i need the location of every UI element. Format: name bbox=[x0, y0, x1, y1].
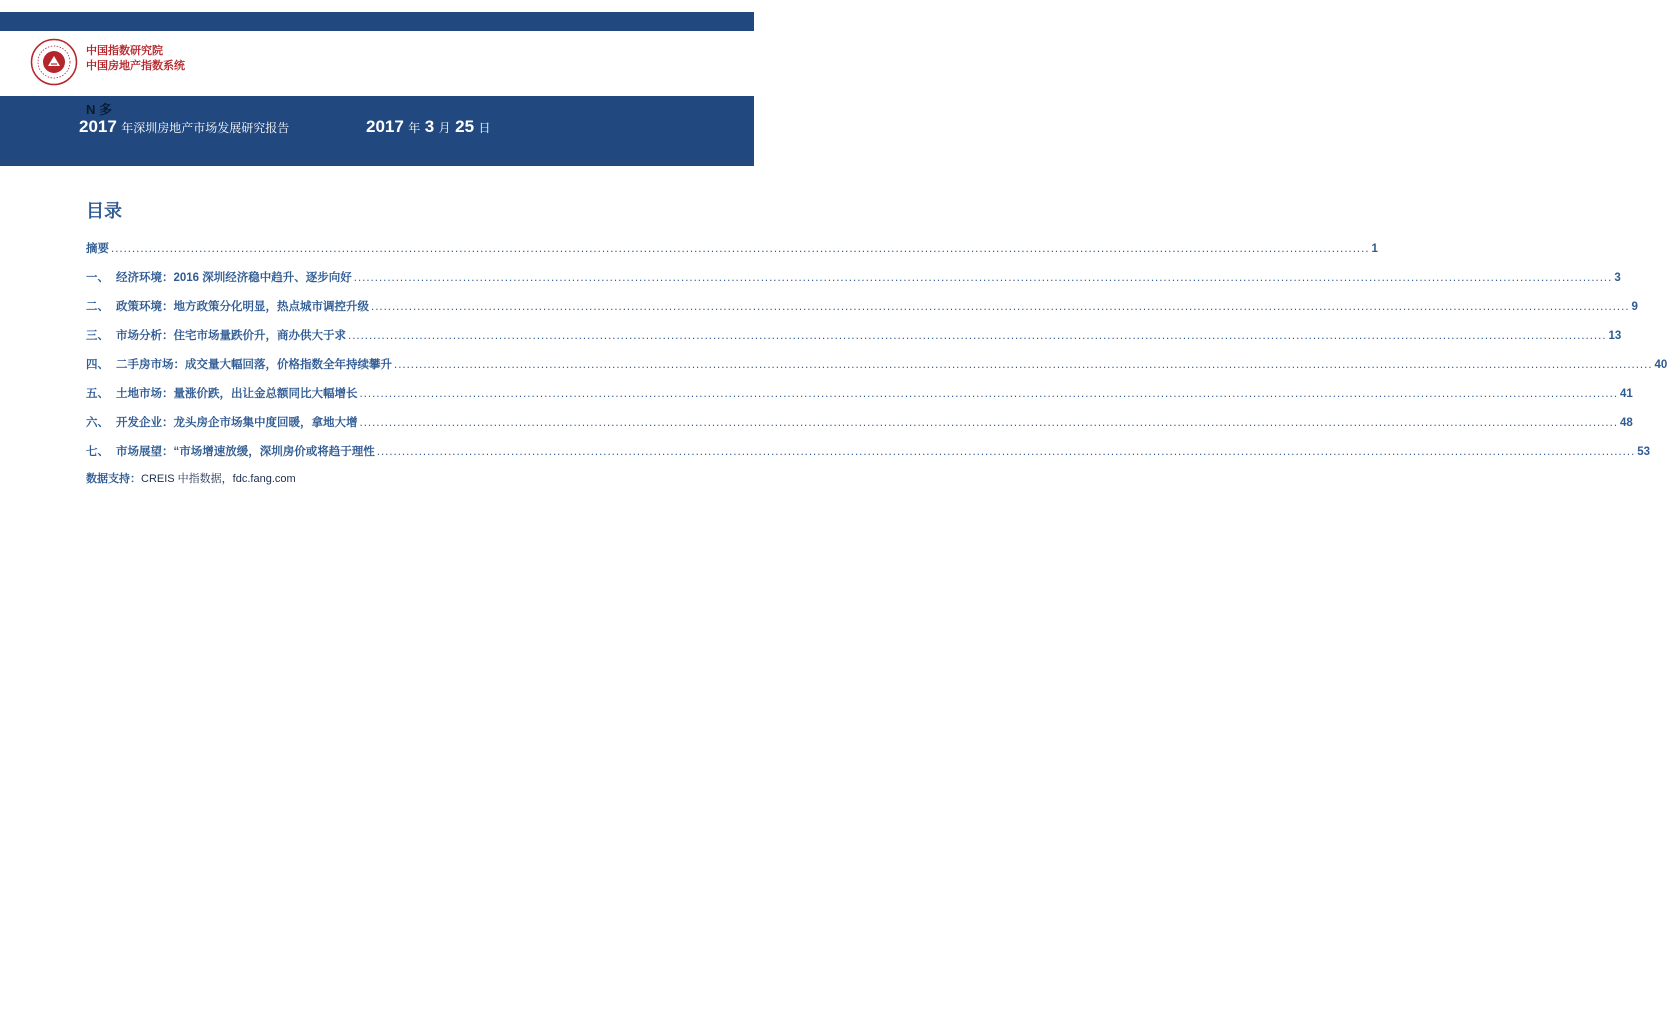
toc-entry-page: 13 bbox=[1608, 330, 1622, 342]
toc-entry-number: 一、 bbox=[86, 272, 109, 284]
toc-entry-1[interactable] bbox=[86, 269, 1621, 298]
toc-entry-4[interactable] bbox=[86, 356, 1667, 385]
report-date-month-unit: 月 bbox=[438, 121, 451, 135]
report-date-day-unit: 日 bbox=[478, 121, 491, 135]
toc-leader-dots: ............................................................................................................................................................................................................................................................................................................ bbox=[359, 388, 1619, 400]
toc-entry-number: 三、 bbox=[86, 330, 109, 342]
toc-entry-page: 41 bbox=[1620, 388, 1633, 400]
toc-entry-6[interactable] bbox=[86, 414, 1633, 443]
toc-entry-summary[interactable] bbox=[86, 240, 1378, 269]
report-date-year-unit: 年 bbox=[408, 121, 421, 135]
toc-entry-text: 市场分析：住宅市场量跌价升，商办供大于求 bbox=[116, 330, 346, 342]
toc-entry-number: 二、 bbox=[86, 301, 109, 313]
org-name-secondary: 中国房地产指数系统 bbox=[86, 60, 185, 72]
toc-entry-number: 五、 bbox=[86, 388, 109, 400]
toc-entry-number: 七、 bbox=[86, 446, 109, 458]
toc-heading: 目录 bbox=[86, 201, 122, 221]
toc-entry-page: 9 bbox=[1631, 301, 1638, 313]
toc-entry-7[interactable] bbox=[86, 443, 1651, 472]
band-small-label: N 多 bbox=[86, 102, 113, 117]
toc-entry-text: 摘要 bbox=[86, 243, 109, 255]
toc-entry-page: 48 bbox=[1620, 417, 1633, 429]
toc-entry-5[interactable] bbox=[86, 385, 1633, 414]
toc-entry-3[interactable] bbox=[86, 327, 1622, 356]
toc-entry-page: 1 bbox=[1371, 243, 1378, 255]
toc-leader-dots: ............................................................................................................................................................................................................................................................................................................ bbox=[348, 330, 1607, 342]
report-date bbox=[366, 117, 491, 137]
table-of-contents bbox=[86, 240, 1667, 472]
toc-entry-number: 四、 bbox=[86, 359, 109, 371]
toc-entry-text: 二手房市场：成交量大幅回落，价格指数全年持续攀升 bbox=[116, 359, 392, 371]
toc-entry-page: 40 bbox=[1654, 359, 1667, 371]
report-title bbox=[79, 117, 289, 137]
toc-entry-page: 3 bbox=[1614, 272, 1621, 284]
org-name-primary: 中国指数研究院 bbox=[86, 45, 163, 57]
toc-entry-text: 土地市场：量涨价跌，出让金总额同比大幅增长 bbox=[116, 388, 358, 400]
toc-leader-dots: ............................................................................................................................................................................................................................................................................................................ bbox=[359, 417, 1619, 429]
toc-entry-text: 市场展望：“市场增速放缓，深圳房价或将趋于理性 bbox=[116, 446, 375, 458]
toc-entry-text: 开发企业：龙头房企市场集中度回暖，拿地大增 bbox=[116, 417, 358, 429]
toc-entry-text: 经济环境：2016 深圳经济稳中趋升、逐步向好 bbox=[116, 272, 352, 284]
seal-logo-icon bbox=[30, 38, 78, 86]
toc-leader-dots: ............................................................................................................................................................................................................................................................................................................ bbox=[353, 272, 1613, 284]
toc-entry-text: 政策环境：地方政策分化明显，热点城市调控升级 bbox=[116, 301, 369, 313]
toc-leader-dots: ............................................................................................................................................................................................................................................................................................................ bbox=[376, 446, 1636, 458]
toc-entry-2[interactable] bbox=[86, 298, 1638, 327]
toc-entry-number: 六、 bbox=[86, 417, 109, 429]
report-title-year: 2017 bbox=[79, 117, 117, 136]
report-date-day: 25 bbox=[455, 117, 475, 136]
report-date-year: 2017 bbox=[366, 117, 404, 136]
report-title-text: 年深圳房地产市场发展研究报告 bbox=[121, 121, 290, 135]
top-color-strip bbox=[0, 12, 754, 31]
logo-area bbox=[30, 38, 330, 88]
data-source-note bbox=[86, 470, 296, 486]
toc-entry-page: 53 bbox=[1637, 446, 1651, 458]
toc-leader-dots: ............................................................................................................................................................................................................................................................................................................ bbox=[111, 243, 1370, 255]
data-source-label: 数据支持： bbox=[86, 473, 141, 485]
report-date-month: 3 bbox=[424, 117, 435, 136]
data-source-text: CREIS 中指数据，fdc.fang.com bbox=[141, 473, 296, 485]
org-names bbox=[86, 44, 185, 74]
toc-leader-dots: ............................................................................................................................................................................................................................................................................................................ bbox=[371, 301, 1630, 313]
toc-leader-dots: ............................................................................................................................................................................................................................................................................................................ bbox=[394, 359, 1653, 371]
